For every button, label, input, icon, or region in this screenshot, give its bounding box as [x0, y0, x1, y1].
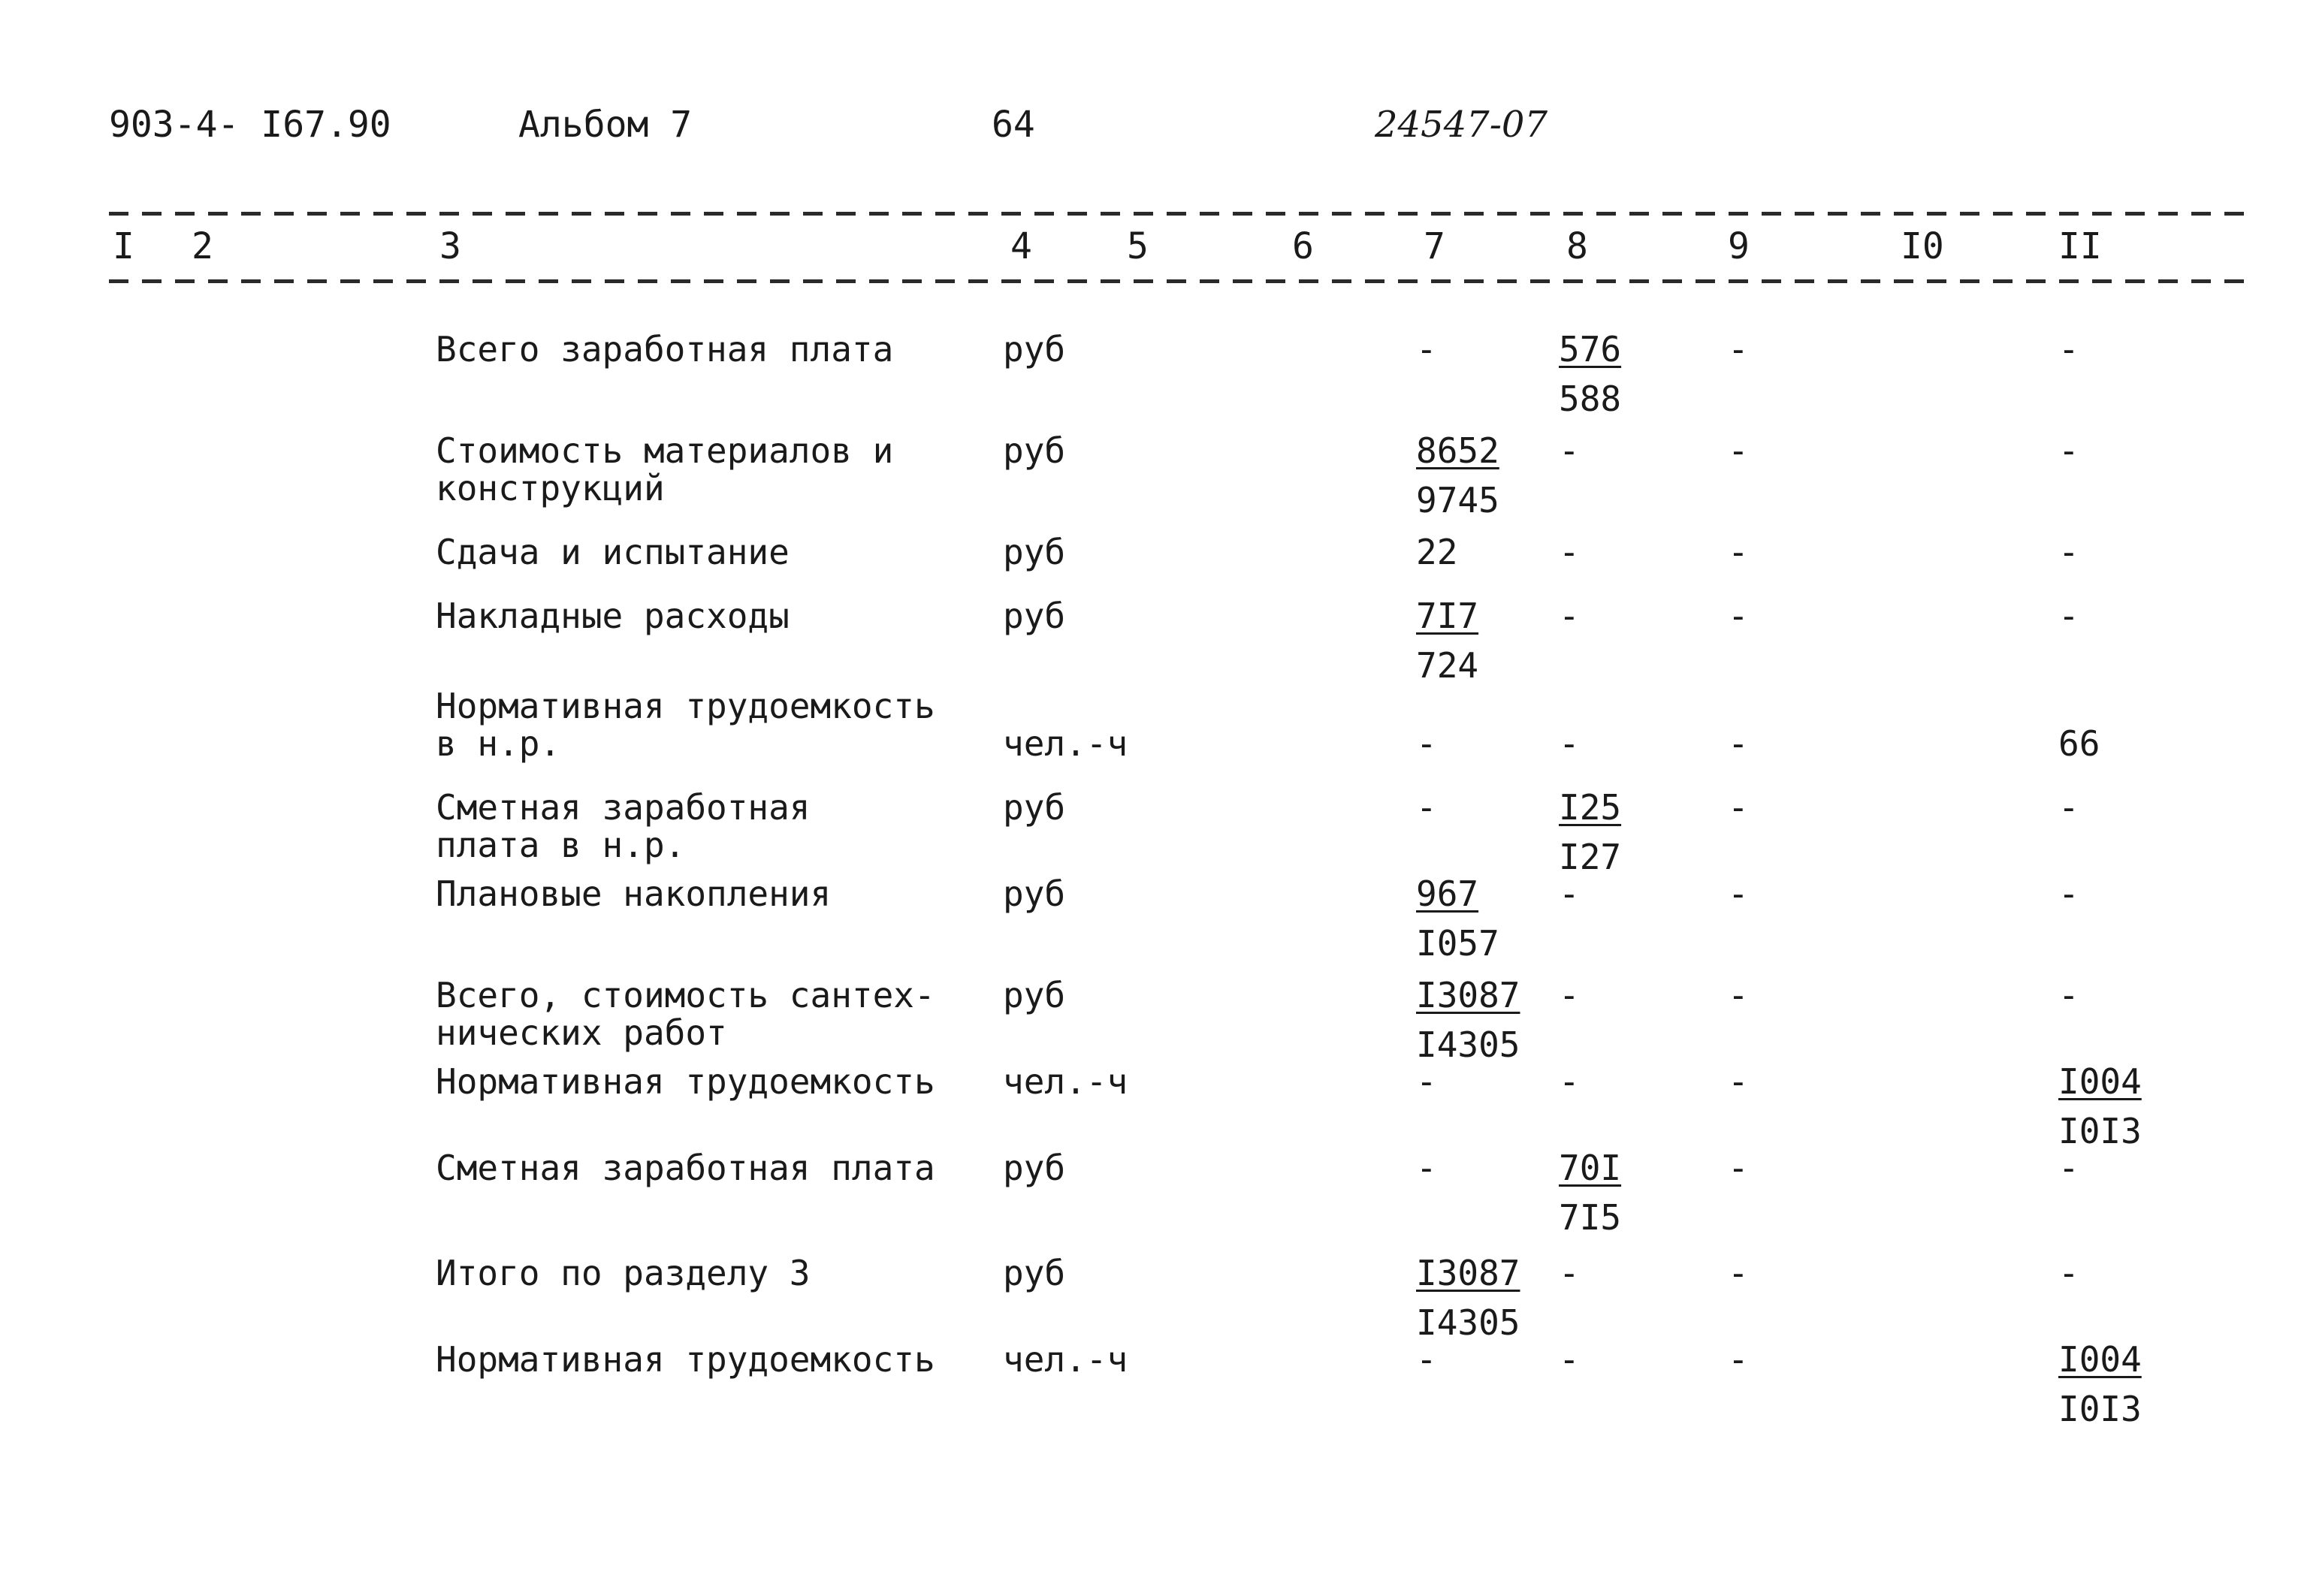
col9-value: - — [1728, 723, 1749, 764]
inventory-number: 24547-07 — [1375, 104, 1548, 146]
row-label-line: Накладные расходы — [436, 596, 790, 636]
unit-cell: руб — [1003, 1148, 1066, 1188]
col7-value-denominator: I4305 — [1416, 1024, 1520, 1065]
col11-value: - — [2058, 873, 2079, 914]
col7-value-numerator: 967 — [1416, 873, 1479, 914]
col11-value: - — [2058, 1148, 2079, 1188]
unit-cell: руб — [1003, 873, 1066, 914]
column-header-10: I0 — [1901, 225, 1944, 267]
col11-value: - — [2058, 975, 2079, 1015]
album-label: Альбом 7 — [518, 104, 693, 146]
col7-value-numerator: 8652 — [1416, 430, 1499, 471]
col8-value — [1559, 330, 1621, 418]
row-label — [436, 533, 962, 571]
col9-value: - — [1728, 329, 1749, 370]
col11-value: - — [2058, 532, 2079, 572]
col7-value: - — [1416, 1061, 1437, 1102]
row-label-line: Плановые накопления — [436, 873, 832, 914]
col8-value — [1559, 789, 1621, 876]
col11-value — [2058, 1341, 2142, 1428]
column-header-6: 6 — [1292, 225, 1314, 267]
row-label — [436, 1149, 962, 1187]
col11-value: - — [2058, 329, 2079, 370]
col8-value-numerator: 576 — [1559, 329, 1622, 370]
row-label — [436, 597, 962, 635]
col11-value: - — [2058, 430, 2079, 471]
col7-value — [1416, 432, 1499, 519]
col7-value: - — [1416, 1148, 1437, 1188]
row-label-line: конструкций — [436, 468, 665, 508]
col7-value — [1416, 597, 1478, 684]
col8-value: - — [1559, 975, 1580, 1015]
row-label — [436, 976, 962, 1051]
row-label-line: Сметная заработная плата — [436, 1148, 935, 1188]
col8-value: - — [1559, 1339, 1580, 1380]
col11-value-denominator: I0I3 — [2058, 1111, 2142, 1151]
col8-value-denominator: 7I5 — [1559, 1197, 1622, 1238]
row-label-line: плата в н.р. — [436, 825, 686, 865]
unit-cell: руб — [1003, 975, 1066, 1015]
row-label-line: Нормативная трудоемкость — [436, 686, 935, 726]
col8-value — [1559, 1149, 1621, 1236]
col9-value: - — [1728, 1061, 1749, 1102]
col11-value: - — [2058, 596, 2079, 636]
row-label — [436, 1254, 962, 1292]
col7-value: 22 — [1416, 532, 1458, 572]
row-label — [436, 330, 962, 368]
col7-value — [1416, 1254, 1520, 1341]
column-header-1: I — [113, 225, 134, 267]
col9-value: - — [1728, 873, 1749, 914]
col9-value: - — [1728, 430, 1749, 471]
col8-value-denominator: I27 — [1559, 837, 1622, 877]
col8-value-numerator: I25 — [1559, 787, 1622, 828]
unit-cell: чел.-ч — [1003, 723, 1128, 764]
col8-value: - — [1559, 1253, 1580, 1293]
column-header-8: 8 — [1566, 225, 1588, 267]
doc-code: 903-4- I67.90 — [109, 104, 391, 146]
col7-value — [1416, 976, 1520, 1063]
column-header-7: 7 — [1424, 225, 1445, 267]
col11-value — [2058, 1063, 2142, 1150]
row-label-line: нических работ — [436, 1012, 727, 1053]
unit-cell: руб — [1003, 596, 1066, 636]
col7-value — [1416, 875, 1499, 962]
col9-value: - — [1728, 787, 1749, 828]
unit-cell: руб — [1003, 430, 1066, 471]
col7-value-denominator: I057 — [1416, 923, 1499, 964]
unit-cell: руб — [1003, 329, 1066, 370]
col7-value: - — [1416, 787, 1437, 828]
col11-value: 66 — [2058, 723, 2100, 764]
row-label — [436, 1063, 962, 1100]
col8-value: - — [1559, 723, 1580, 764]
col9-value: - — [1728, 596, 1749, 636]
col7-value-denominator: I4305 — [1416, 1302, 1520, 1343]
col9-value: - — [1728, 1148, 1749, 1188]
row-label-line: Всего, стоимость сантех- — [436, 975, 935, 1015]
col11-value-numerator: I004 — [2058, 1061, 2142, 1102]
col9-value: - — [1728, 1339, 1749, 1380]
col8-value: - — [1559, 1061, 1580, 1102]
row-label-line: Всего заработная плата — [436, 329, 894, 370]
column-header-5: 5 — [1127, 225, 1149, 267]
column-header-2: 2 — [192, 225, 213, 267]
row-label-line: в н.р. — [436, 723, 561, 764]
row-label — [436, 875, 962, 913]
column-header-9: 9 — [1728, 225, 1750, 267]
col9-value: - — [1728, 975, 1749, 1015]
table-header-rule — [109, 279, 2250, 283]
unit-cell: чел.-ч — [1003, 1061, 1128, 1102]
col7-value-denominator: 9745 — [1416, 480, 1499, 520]
col8-value: - — [1559, 596, 1580, 636]
col8-value: - — [1559, 873, 1580, 914]
row-label — [436, 1341, 962, 1378]
unit-cell: руб — [1003, 532, 1066, 572]
column-header-11: II — [2058, 225, 2102, 267]
table-top-rule — [109, 212, 2250, 216]
row-label — [436, 789, 962, 864]
col8-value: - — [1559, 532, 1580, 572]
row-label — [436, 687, 962, 762]
col9-value: - — [1728, 532, 1749, 572]
col11-value-denominator: I0I3 — [2058, 1389, 2142, 1429]
col7-value: - — [1416, 329, 1437, 370]
column-header-3: 3 — [439, 225, 461, 267]
row-label-line: Стоимость материалов и — [436, 430, 894, 471]
unit-cell: чел.-ч — [1003, 1339, 1128, 1380]
row-label-line: Нормативная трудоемкость — [436, 1339, 935, 1380]
col11-value: - — [2058, 1253, 2079, 1293]
row-label-line: Сдача и испытание — [436, 532, 790, 572]
unit-cell: руб — [1003, 1253, 1066, 1293]
col8-value-denominator: 588 — [1559, 379, 1622, 419]
col7-value-numerator: I3087 — [1416, 1253, 1520, 1293]
col8-value: - — [1559, 430, 1580, 471]
col7-value-numerator: I3087 — [1416, 975, 1520, 1015]
row-label — [436, 432, 962, 507]
unit-cell: руб — [1003, 787, 1066, 828]
col7-value: - — [1416, 723, 1437, 764]
row-label-line: Сметная заработная — [436, 787, 811, 828]
col7-value-denominator: 724 — [1416, 645, 1479, 686]
col7-value-numerator: 7I7 — [1416, 596, 1479, 636]
col9-value: - — [1728, 1253, 1749, 1293]
col11-value: - — [2058, 787, 2079, 828]
row-label-line: Итого по разделу 3 — [436, 1253, 811, 1293]
row-label-line: Нормативная трудоемкость — [436, 1061, 935, 1102]
column-header-4: 4 — [1010, 225, 1032, 267]
col11-value-numerator: I004 — [2058, 1339, 2142, 1380]
col7-value: - — [1416, 1339, 1437, 1380]
page-number: 64 — [992, 104, 1035, 146]
col8-value-numerator: 70I — [1559, 1148, 1622, 1188]
